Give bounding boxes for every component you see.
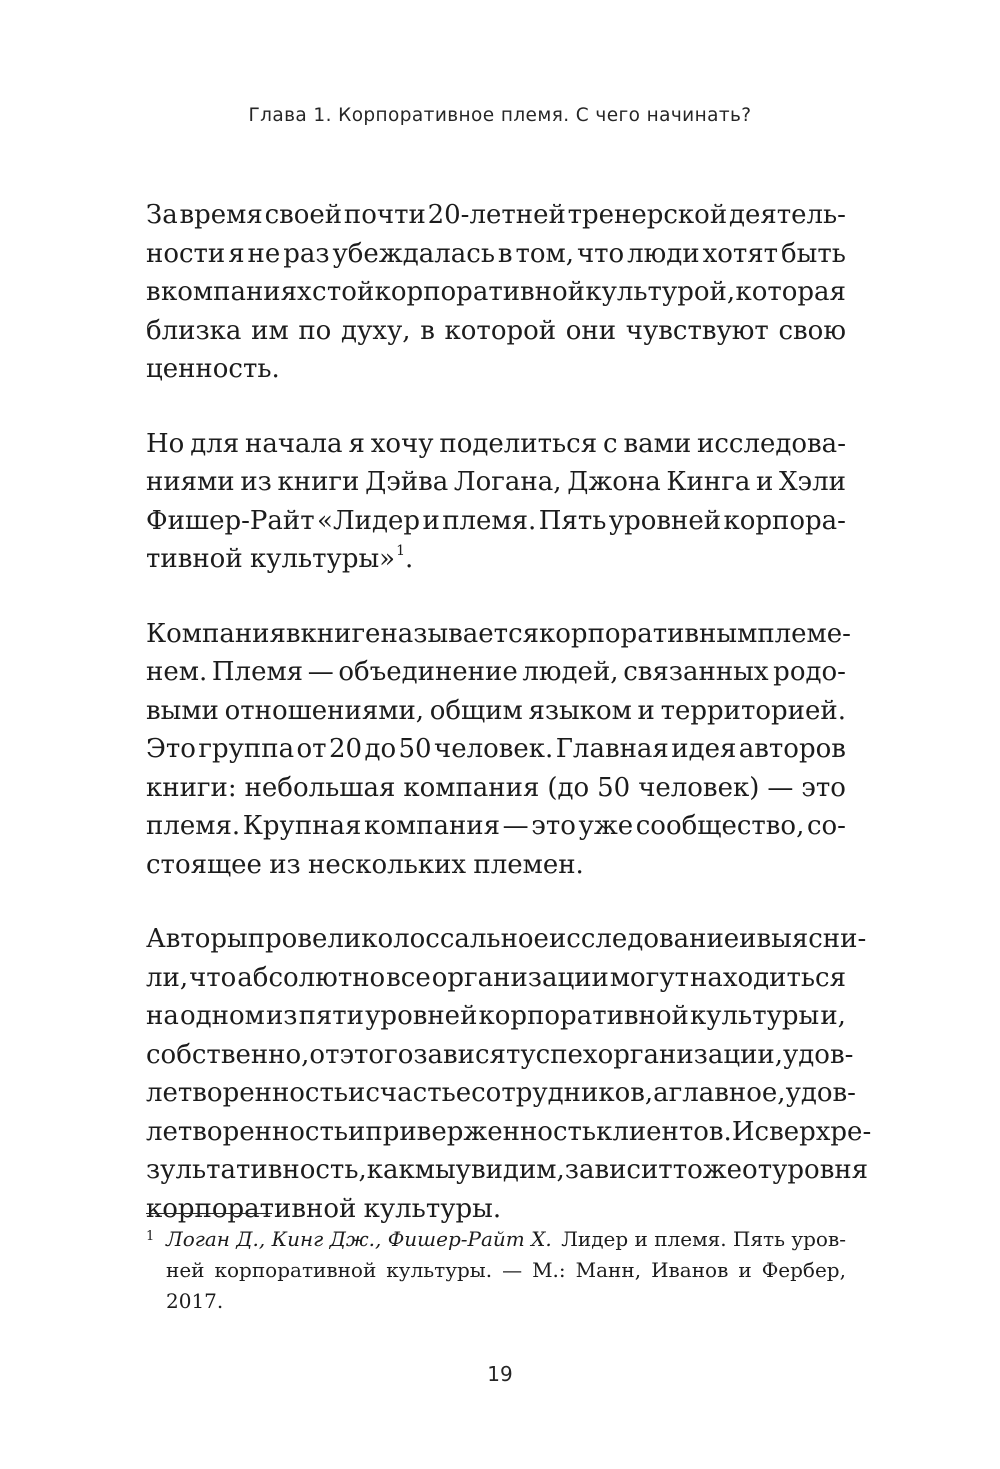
word: —	[502, 811, 529, 841]
word: тивной	[146, 544, 243, 574]
word: свою	[778, 315, 846, 346]
word: Джона	[567, 467, 661, 497]
word: ней	[166, 1258, 205, 1282]
word: отношениями,	[224, 695, 425, 726]
word: 20-летней	[427, 200, 566, 230]
word: группа	[198, 734, 295, 764]
text-line	[146, 997, 846, 1036]
word: абсолютно	[237, 962, 386, 993]
word: —	[502, 1258, 523, 1282]
word: Племя	[211, 657, 304, 687]
text-line	[146, 196, 846, 235]
word: деятель-	[728, 200, 846, 230]
word: культуры.	[363, 1193, 502, 1224]
paragraph-1	[146, 196, 846, 389]
word: летворенность	[146, 1116, 349, 1147]
footnote-line-1-rest: Лидер и племя. Пять уров-	[561, 1227, 846, 1251]
word: клиентов.	[596, 1116, 732, 1147]
word: и	[637, 695, 655, 726]
word: увидим,	[455, 1155, 565, 1185]
word: родо-	[773, 657, 846, 687]
word: мы	[414, 1155, 456, 1185]
word: ли,	[146, 962, 189, 993]
word: зависят	[413, 1039, 521, 1070]
footnote-divider	[146, 1213, 272, 1214]
text-line	[146, 730, 846, 769]
word: племе-	[757, 618, 851, 649]
word: книги	[277, 467, 360, 497]
word: и,	[820, 1001, 846, 1031]
word: человек.	[434, 734, 554, 764]
word: связанных	[623, 657, 769, 687]
text-line	[146, 312, 846, 351]
word: компания	[364, 811, 501, 841]
footnote-body	[166, 1224, 846, 1317]
word: в	[146, 277, 161, 307]
paragraph-4	[146, 920, 872, 1228]
word: «Лидер	[317, 505, 421, 536]
word: Иванов	[651, 1258, 729, 1282]
word: провели	[247, 924, 362, 954]
word: быть	[781, 238, 846, 269]
running-head: Глава 1. Корпоративное племя. С чего начинать?	[248, 105, 752, 126]
word: сверхре-	[754, 1116, 872, 1147]
text-line	[146, 235, 846, 274]
main-text	[146, 196, 872, 1228]
word: приверженность	[365, 1116, 597, 1147]
word: начала	[245, 428, 343, 459]
word: Фербер,	[761, 1258, 846, 1282]
text-line	[146, 692, 846, 731]
word: все	[386, 962, 431, 993]
word: я	[348, 428, 365, 459]
word: корпоративной	[146, 1193, 357, 1224]
word: 2017.	[166, 1289, 224, 1313]
word: находиться	[689, 962, 846, 993]
word: которой	[444, 315, 557, 346]
word: стоящее	[146, 849, 262, 880]
word: уровней	[365, 1001, 478, 1031]
word: хочу	[370, 428, 434, 459]
word: тренерской	[567, 200, 728, 230]
word: Но	[146, 428, 185, 459]
paragraph-3	[146, 615, 851, 885]
paragraph-2	[146, 425, 846, 579]
word: людей,	[522, 657, 619, 687]
word: компаниях	[160, 277, 312, 307]
text-line	[146, 846, 846, 885]
word: им	[251, 315, 289, 346]
word: и	[422, 505, 440, 536]
word: для	[190, 428, 240, 459]
word: в	[420, 315, 435, 346]
word: уже	[578, 811, 634, 841]
word: в	[497, 238, 513, 269]
word: За	[146, 200, 178, 230]
text-line	[146, 1151, 869, 1190]
word: из	[265, 1001, 298, 1031]
word: (до	[547, 772, 590, 803]
word: компания	[403, 772, 540, 803]
text-line	[146, 1036, 854, 1075]
word: уровня	[772, 1155, 869, 1185]
word: от	[309, 1039, 340, 1070]
word: Это	[146, 734, 196, 764]
word: как	[366, 1155, 415, 1185]
word: духу,	[341, 315, 411, 346]
word: организации,	[597, 1039, 783, 1070]
word: культурой,	[585, 277, 736, 307]
word: я	[228, 238, 245, 269]
word: 20	[328, 734, 363, 764]
word: Крупная	[242, 811, 362, 841]
word: Пять	[538, 505, 607, 536]
word: той	[326, 277, 375, 307]
word: ниями	[146, 467, 235, 497]
word: культуры.	[386, 1258, 493, 1282]
word: раз	[283, 238, 330, 269]
word: —	[767, 772, 794, 803]
word: удов-	[785, 1078, 856, 1108]
word: —	[307, 657, 334, 687]
word: Авторы	[146, 924, 248, 954]
word: корпоративной	[214, 1258, 377, 1282]
word: выми	[146, 695, 219, 726]
text-line	[146, 1113, 872, 1152]
word: корпоративной	[478, 1001, 689, 1031]
word: из	[240, 467, 272, 497]
word: корпора-	[723, 505, 846, 536]
word: языком	[528, 695, 632, 726]
word: убеждалась	[332, 238, 495, 269]
word: от	[296, 734, 327, 764]
text-line	[146, 1190, 846, 1229]
word: время	[179, 200, 263, 230]
word: небольшая	[244, 772, 396, 803]
word: культуры	[689, 1001, 820, 1031]
text-line	[146, 653, 846, 692]
word: И	[731, 1116, 755, 1147]
word: а	[653, 1078, 669, 1108]
word: тоже	[672, 1155, 743, 1185]
word: по	[298, 315, 332, 346]
word: уровней	[608, 505, 722, 536]
word: от	[742, 1155, 773, 1185]
word: и	[739, 924, 757, 954]
text-line	[146, 463, 846, 502]
word: собственно,	[146, 1039, 310, 1070]
word: Дэйва	[365, 467, 449, 497]
footnote-line-1	[166, 1224, 846, 1255]
word: почти	[343, 200, 426, 230]
word: сообщество,	[635, 811, 805, 841]
word: Манн,	[575, 1258, 642, 1282]
text-line	[146, 425, 846, 464]
word: исследова-	[697, 428, 846, 459]
word: не	[247, 238, 281, 269]
word: и	[756, 467, 774, 497]
text-line	[146, 350, 846, 389]
word: зависит	[564, 1155, 673, 1185]
word: близка	[146, 315, 242, 346]
word: пяти	[298, 1001, 365, 1031]
text-line	[146, 502, 846, 541]
word: зультативность,	[146, 1155, 367, 1185]
word: Главная	[555, 734, 669, 764]
word: культуры»$^1$.	[249, 543, 414, 574]
word: хотят	[702, 238, 779, 269]
word: до	[364, 734, 397, 764]
word: вами	[623, 428, 692, 459]
text-line	[146, 1074, 856, 1113]
page-number: 19	[487, 1362, 513, 1386]
word: колоссальное	[361, 924, 549, 954]
word: что	[576, 238, 625, 269]
word: территорией.	[660, 695, 846, 726]
footnote-line-3	[166, 1286, 846, 1317]
word: одном	[179, 1001, 265, 1031]
word: идея	[671, 734, 737, 764]
word: чувствуют	[625, 315, 769, 346]
word: успех	[520, 1039, 598, 1070]
footnote-authors: Логан Д., Кинг Дж., Фишер-Райт Х.	[166, 1227, 552, 1251]
word: и	[348, 1116, 366, 1147]
word: племя.	[442, 505, 537, 536]
word: авторов	[738, 734, 846, 764]
text-line	[146, 769, 846, 808]
word: Хэли	[779, 467, 846, 497]
word: и	[348, 1078, 366, 1108]
word: ности	[146, 238, 226, 269]
word: том,	[515, 238, 575, 269]
word: сотрудников,	[471, 1078, 654, 1108]
word: со-	[806, 811, 846, 841]
word: называется	[380, 618, 540, 649]
text-line-with-footnote	[146, 540, 846, 579]
word: племен.	[473, 849, 584, 880]
word: человек)	[638, 772, 760, 803]
word: они	[565, 315, 617, 346]
word: книги:	[146, 772, 237, 803]
word: своей	[264, 200, 343, 230]
word: книге	[300, 618, 381, 649]
word: Логана,	[453, 467, 562, 497]
word: что	[189, 962, 237, 993]
word: из	[269, 849, 301, 880]
word: ценность.	[146, 354, 280, 384]
word: с	[603, 428, 618, 459]
text-line	[146, 615, 851, 654]
word: племя.	[146, 811, 241, 841]
word: нем.	[146, 657, 208, 687]
word: это	[531, 811, 576, 841]
word: на	[146, 1001, 179, 1031]
text-line	[146, 273, 846, 312]
word: могут	[609, 962, 690, 993]
word: корпоративной	[374, 277, 585, 307]
footnote-line-2	[166, 1255, 846, 1286]
word: 50	[597, 772, 631, 803]
word: и	[738, 1258, 752, 1282]
word: удов-	[783, 1039, 854, 1070]
word: организации	[431, 962, 609, 993]
word: нескольких	[308, 849, 467, 880]
word: исследование	[548, 924, 740, 954]
word: корпоративным	[539, 618, 758, 649]
word: Кинга	[666, 467, 751, 497]
word: поделиться	[439, 428, 598, 459]
word: счастье	[365, 1078, 472, 1108]
word: с	[312, 277, 327, 307]
word: люди	[627, 238, 700, 269]
footnote-number: 1	[146, 1229, 155, 1244]
word: М.:	[532, 1258, 566, 1282]
word: Компания	[146, 618, 286, 649]
word: объединение	[338, 657, 518, 687]
word: летворенность	[146, 1078, 349, 1108]
word: этого	[339, 1039, 414, 1070]
word: выясни-	[756, 924, 867, 954]
word: это	[801, 772, 846, 803]
text-line	[146, 807, 846, 846]
word: 50	[398, 734, 432, 764]
word: которая	[735, 277, 846, 307]
word: главное,	[668, 1078, 786, 1108]
text-line	[146, 920, 867, 959]
word: в	[285, 618, 301, 649]
word: общим	[429, 695, 523, 726]
word: Фишер-Райт	[146, 505, 315, 536]
text-line	[146, 959, 846, 998]
footnote-reference[interactable]: 1	[396, 543, 406, 559]
footnote	[146, 1224, 846, 1317]
